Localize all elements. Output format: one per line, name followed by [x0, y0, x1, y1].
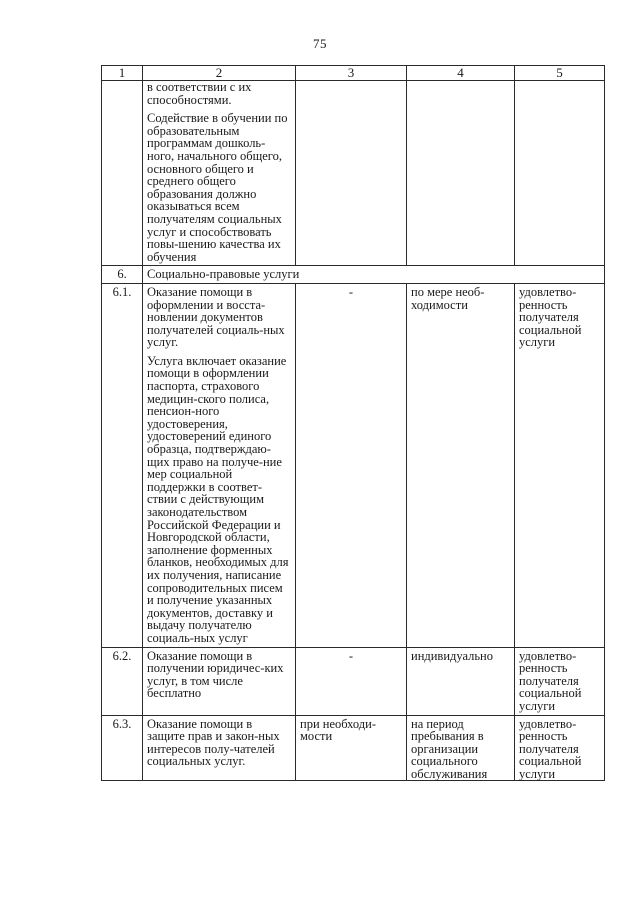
row-number: 6.2. [102, 647, 143, 715]
column-header: 4 [407, 66, 515, 81]
service-period: индивидуально [407, 647, 515, 715]
service-description [143, 647, 296, 715]
description-paragraph: в соответствии с их способностями. [147, 80, 252, 107]
service-quality: удовлетво-ренность получателя социальной услуги [515, 283, 605, 647]
section-row [102, 266, 605, 284]
service-description [143, 715, 296, 781]
service-description [143, 283, 296, 647]
table-row [102, 715, 605, 781]
service-volume: - [296, 647, 407, 715]
row-number: 6.3. [102, 715, 143, 781]
description-paragraph: Содействие в обучении по образовательным программам дошколь-ного, начального общего, основного общего и среднего общего образования должно оказываться всем получателям социальных услуг и способствовать повы-шению качества их обучения [147, 111, 288, 264]
service-period: на период пребывания в организации социального обслуживания [407, 715, 515, 781]
service-period [407, 81, 515, 266]
section-title: Социально-правовые услуги [143, 266, 605, 284]
description-paragraph: Услуга включает оказание помощи в оформлении паспорта, страхового медицин-ского полиса, пенсион-ного удостоверения, удостоверений единого образца, подтверждаю-щих право на получе-ние мер социальной поддержки в соответ-ствии с действующим законодательством Российской Федерации и Новгородской области, заполнение форменных бланков, необходимых для их получения, написание сопроводительных писем и получение указанных документов, доставку и выдачу получателю социаль-ных услуг [147, 353, 289, 645]
description-paragraph: Оказание помощи в оформлении и восста-новлении документов получателей социаль-ных услуг. [147, 284, 285, 350]
column-header: 1 [102, 66, 143, 81]
page-number: 75 [313, 36, 327, 51]
row-number [102, 81, 143, 266]
table-header-row [102, 66, 605, 81]
service-volume: - [296, 283, 407, 647]
description-paragraph: Оказание помощи в получении юридичес-ких услуг, в том числе бесплатно [147, 648, 284, 701]
services-table [101, 65, 605, 781]
service-quality: удовлетво-ренность получателя социальной услуги [515, 647, 605, 715]
service-period: по мере необ-ходимости [407, 283, 515, 647]
service-quality: удовлетво-ренность получателя социальной услуги [515, 715, 605, 781]
column-header: 2 [143, 66, 296, 81]
table-row [102, 81, 605, 266]
section-number: 6. [102, 266, 143, 284]
table-row [102, 283, 605, 647]
service-volume [296, 81, 407, 266]
service-quality [515, 81, 605, 266]
description-paragraph: Оказание помощи в защите прав и закон-ных интересов полу-чателей социальных услуг. [147, 716, 280, 769]
column-header: 5 [515, 66, 605, 81]
table-row [102, 647, 605, 715]
row-number: 6.1. [102, 283, 143, 647]
service-volume: при необходи-мости [296, 715, 407, 781]
service-description [143, 81, 296, 266]
column-header: 3 [296, 66, 407, 81]
